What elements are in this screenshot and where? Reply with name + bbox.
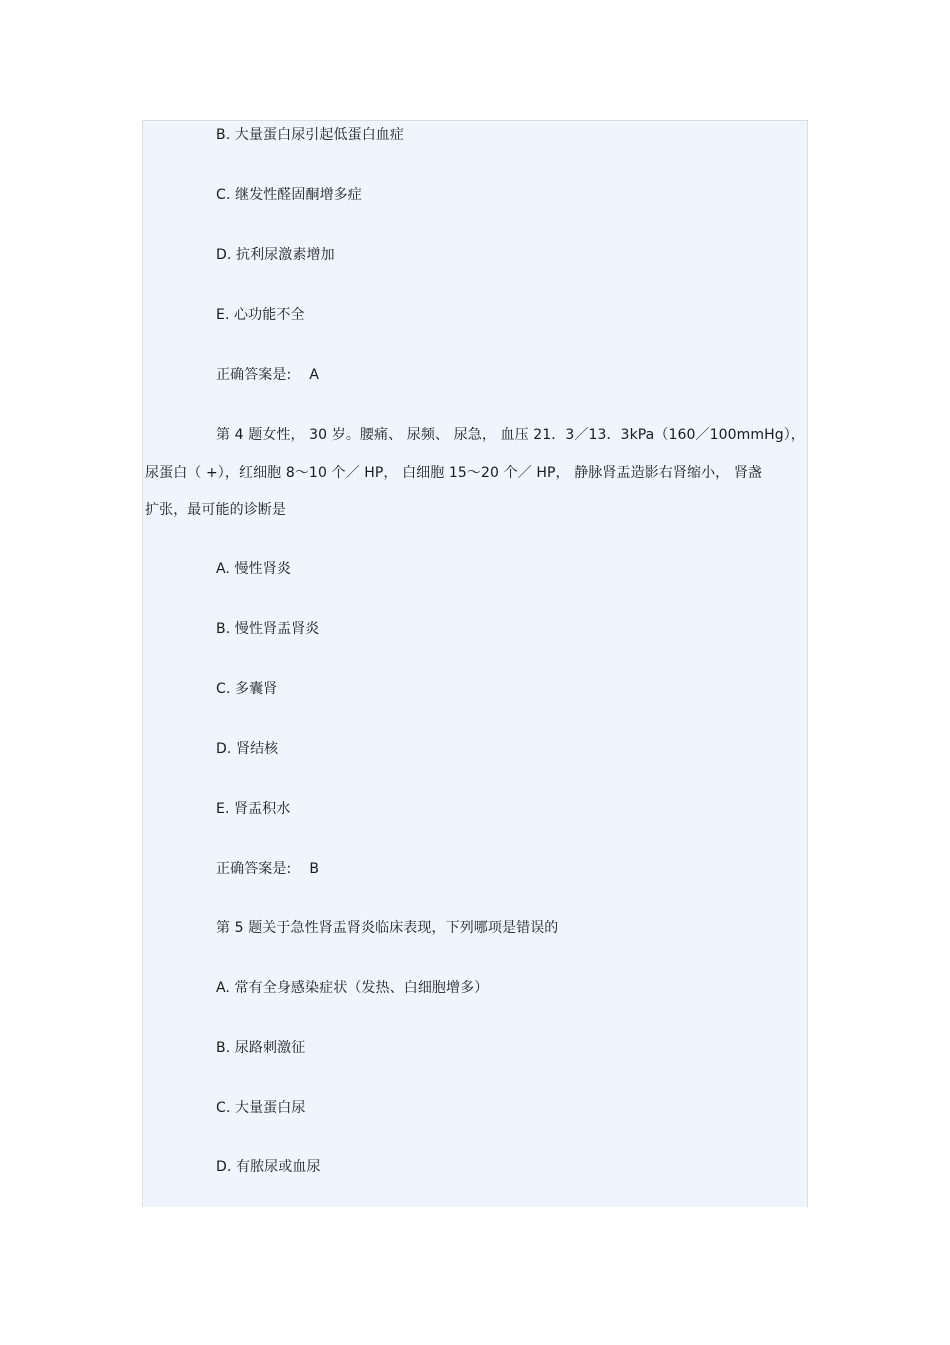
q3-answer-label: 正确答案是:	[216, 367, 292, 383]
q5-option-a: A. 常有全身感染症状（发热、白细胞增多）	[216, 980, 489, 996]
q3-option-c: C. 继发性醛固酮增多症	[216, 187, 362, 203]
q4-stem-line-2: 尿蛋白（ +），红细胞 8～10 个／ HP， 白细胞 15～20 个／ HP， 静脉肾盂造影右肾缩小， 肾盏	[145, 465, 763, 481]
q4-answer	[216, 860, 319, 878]
q4-option-c: C. 多囊肾	[216, 681, 278, 697]
q4-option-e: E. 肾盂积水	[216, 801, 291, 817]
q5-option-c: C. 大量蛋白尿	[216, 1100, 306, 1116]
question-panel	[142, 120, 808, 1207]
q3-answer	[216, 366, 319, 384]
q4-option-d: D. 肾结核	[216, 741, 279, 757]
q3-answer-value: A	[309, 367, 320, 383]
q4-answer-value: B	[309, 861, 320, 877]
q3-option-d: D. 抗利尿激素增加	[216, 247, 335, 263]
q4-option-a: A. 慢性肾炎	[216, 561, 291, 577]
q4-option-b: B. 慢性肾盂肾炎	[216, 621, 320, 637]
q4-stem-line-3: 扩张，最可能的诊断是	[145, 502, 286, 518]
q3-option-b: B. 大量蛋白尿引起低蛋白血症	[216, 127, 405, 143]
q3-option-e: E. 心功能不全	[216, 307, 305, 323]
q5-option-b: B. 尿路刺激征	[216, 1040, 306, 1056]
q5-stem: 第 5 题关于急性肾盂肾炎临床表现，下列哪项是错误的	[216, 920, 559, 936]
q4-answer-label: 正确答案是:	[216, 861, 292, 877]
q4-stem-line-1: 第 4 题女性， 30 岁。腰痛、 尿频、 尿急， 血压 21．3／13．3kPa（160／100mmHg），	[216, 427, 805, 443]
q5-option-d: D. 有脓尿或血尿	[216, 1159, 321, 1175]
